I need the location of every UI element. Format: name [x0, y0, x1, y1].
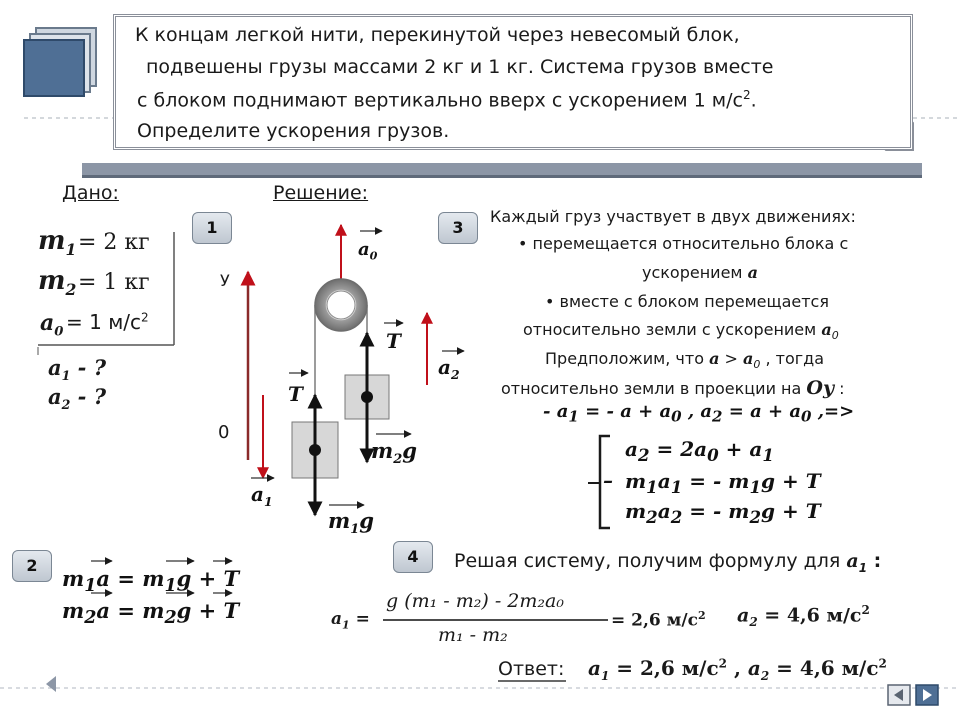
- system-eq-2: $m_1a_1$ = - $m_1g + T$: [625, 469, 821, 497]
- given-header: Дано:: [62, 182, 119, 204]
- unknown-a1: $a_1$ - ?: [48, 355, 107, 384]
- answer-label: Ответ:: [498, 658, 565, 680]
- system-eq-1: $a_2 = 2a_0 + a_1$: [625, 437, 774, 465]
- formula-numerator: g (m₁ - m₂) - 2m₂a₀: [386, 590, 564, 612]
- expl-line-7: относительно земли в проекции на Oy :: [501, 377, 845, 399]
- system-eq-3: $m_2a_2$ = - $m_2g + T$: [625, 499, 821, 527]
- slide-stack-icon: [24, 28, 96, 96]
- forward-button-icon[interactable]: [915, 684, 939, 706]
- answer-values: $a_1 = 2,6$ $м/с^2$ , $a_2 = 4,6$ $м/с^2$: [588, 656, 887, 683]
- task-line-3: с блоком поднимают вертикально вверх с ускорением 1 $м/с^2$.: [137, 88, 757, 112]
- expl-line-6: Предположим, что $a > a_0$ , тогда: [545, 349, 825, 372]
- unknown-a2: $a_2$ - ?: [48, 384, 107, 413]
- given-m1-value: = 2 кг: [78, 230, 150, 255]
- task-line-1: К концам легкой нити, перекинутой через невесомый блок,: [135, 24, 740, 46]
- given-a0-value: = 1 $м/с^2$: [66, 310, 149, 334]
- axis-label-y: У: [220, 271, 230, 290]
- axis-origin-label: 0: [218, 422, 230, 443]
- given-a0: $a_0$: [40, 310, 64, 340]
- label-a0: $a_0$: [358, 239, 378, 263]
- step-badge-4: 4: [393, 541, 433, 573]
- label-tension-left: T: [288, 382, 303, 406]
- result-a1: = 2,6 $м/с^2$: [611, 609, 706, 631]
- prev-arrow-icon[interactable]: [40, 672, 64, 696]
- label-a1: $a_1$: [251, 482, 273, 509]
- given-m2-value: = 1 кг: [78, 270, 150, 295]
- task-line-4: Определите ускорения грузов.: [137, 120, 450, 142]
- task-line-2: подвешены грузы массами 2 кг и 1 кг. Система грузов вместе: [146, 56, 774, 78]
- newton-eq-2: $m_2a = m_2g + T$: [62, 598, 240, 629]
- expl-line-4: • вместе с блоком перемещается: [545, 292, 829, 311]
- back-button-icon[interactable]: [887, 684, 911, 706]
- label-tension-right: T: [386, 329, 401, 353]
- solution-header: Решение:: [273, 182, 369, 204]
- step-badge-2: 2: [12, 550, 52, 582]
- system-dash: –: [603, 468, 613, 492]
- projection-equations: - $a_1$ = - $a + a_0$ , $a_2 = a + a_0$ ,=>: [543, 401, 855, 426]
- expl-line-1: Каждый груз участвует в двух движениях:: [490, 207, 856, 226]
- expl-line-2: • перемещается относительно блока с: [518, 234, 849, 253]
- result-a2: $a_2 = 4,6$ $м/с^2$: [737, 603, 870, 630]
- given-m2: $m_2$: [38, 266, 77, 300]
- step-badge-1: 1: [192, 212, 232, 244]
- given-m1: $m_1$: [38, 226, 77, 260]
- formula-lhs: $a_1$ =: [331, 609, 370, 632]
- label-m1g: $m_1g$: [328, 508, 374, 538]
- newton-eq-1: $m_1a = m_1g + T$: [62, 566, 240, 597]
- solution-sentence: Решая систему, получим формулу для $a_1$ :: [454, 550, 882, 575]
- formula-denominator: m₁ - m₂: [438, 624, 508, 646]
- step-badge-3: 3: [438, 212, 478, 244]
- expl-line-3: ускорением a: [642, 263, 758, 282]
- expl-line-5: относительно земли с ускорением $a_0$: [523, 320, 839, 343]
- label-m2g: $m_2g$: [371, 438, 417, 468]
- label-a2: $a_2$: [438, 355, 460, 382]
